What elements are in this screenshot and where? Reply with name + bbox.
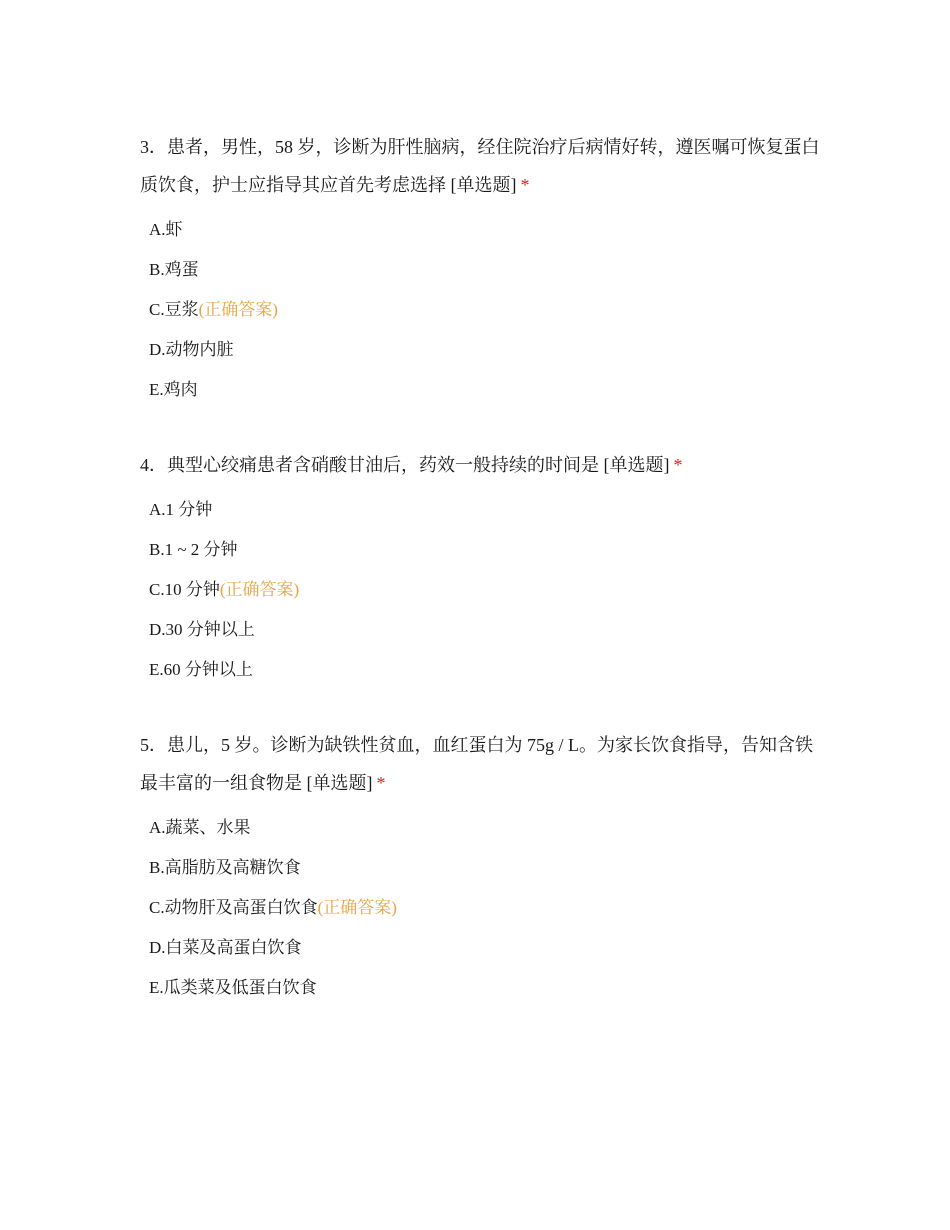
- option-text: B.鸡蛋: [149, 260, 199, 279]
- option-text: D.动物内脏: [149, 340, 234, 359]
- option-text: A.虾: [149, 220, 183, 239]
- correct-answer-mark: (正确答案): [317, 898, 397, 917]
- question-type: [单选题]: [603, 455, 670, 475]
- option-text: D.白菜及高蛋白饮食: [149, 938, 302, 957]
- correct-answer-mark: (正确答案): [198, 300, 278, 319]
- option-item: [149, 610, 820, 650]
- option-text: E.60 分钟以上: [149, 660, 253, 679]
- option-item: [149, 928, 820, 968]
- required-mark: *: [520, 175, 530, 195]
- question-type: [单选题]: [306, 773, 373, 793]
- option-item: [149, 210, 820, 250]
- option-list: [140, 808, 820, 1008]
- correct-answer-mark: (正确答案): [219, 580, 300, 599]
- question-4: [140, 446, 820, 690]
- option-item: [149, 370, 820, 410]
- option-text: B.1 ~ 2 分钟: [149, 540, 238, 559]
- required-mark: *: [376, 773, 386, 793]
- option-item: [149, 530, 820, 570]
- option-text: A.1 分钟: [149, 500, 213, 519]
- document-page: [140, 128, 820, 1044]
- option-text: B.高脂肪及高糖饮食: [149, 858, 301, 877]
- question-type: [单选题]: [450, 175, 517, 195]
- question-5: [140, 726, 820, 1008]
- option-item: [149, 250, 820, 290]
- question-text: 3．患者，男性，58 岁，诊断为肝性脑病，经住院治疗后病情好转，遵医嘱可恢复蛋白质饮食，护士应指导其应首先考虑选择: [140, 137, 820, 195]
- option-list: [140, 490, 820, 690]
- option-item: [149, 570, 820, 610]
- option-item: [149, 808, 820, 848]
- question-text: 4．典型心绞痛患者含硝酸甘油后，药效一般持续的时间是: [140, 455, 599, 475]
- option-item: [149, 330, 820, 370]
- required-mark: *: [673, 455, 683, 475]
- option-text: C.动物肝及高蛋白饮食: [149, 898, 318, 917]
- option-item: [149, 848, 820, 888]
- option-text: E.瓜类菜及低蛋白饮食: [149, 978, 317, 997]
- option-list: [140, 210, 820, 410]
- option-item: [149, 290, 820, 330]
- question-3: [140, 128, 820, 410]
- option-text: A.蔬菜、水果: [149, 818, 251, 837]
- option-text: C.10 分钟: [149, 580, 220, 599]
- option-text: E.鸡肉: [149, 380, 198, 399]
- option-item: [149, 888, 820, 928]
- question-stem: [140, 446, 820, 484]
- option-item: [149, 490, 820, 530]
- question-text: 5．患儿，5 岁。诊断为缺铁性贫血，血红蛋白为 75g / L。为家长饮食指导，告知含铁最丰富的一组食物是: [140, 735, 813, 793]
- question-stem: [140, 128, 820, 204]
- option-text: D.30 分钟以上: [149, 620, 255, 639]
- option-text: C.豆浆: [149, 300, 199, 319]
- question-stem: [140, 726, 820, 802]
- option-item: [149, 968, 820, 1008]
- option-item: [149, 650, 820, 690]
